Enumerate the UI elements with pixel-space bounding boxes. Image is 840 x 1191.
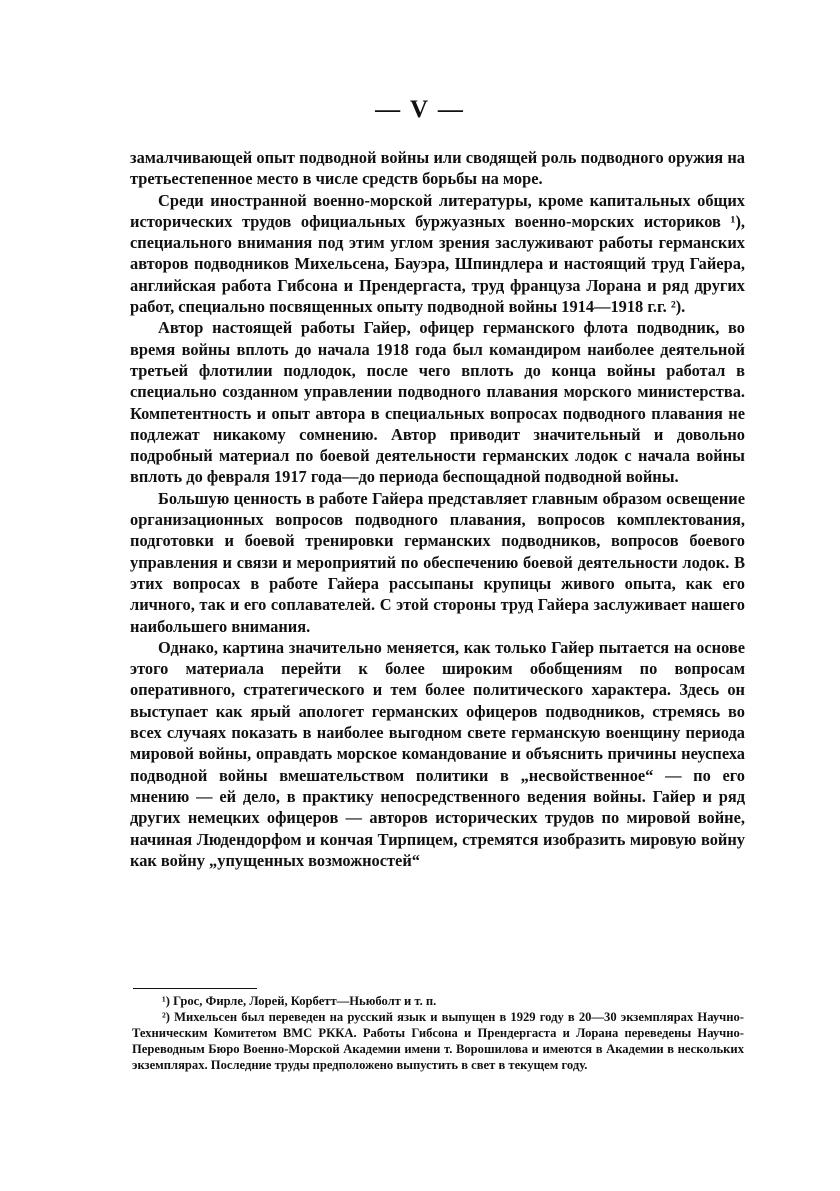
paragraph-2: Среди иностранной военно-морской литературы, кроме капитальных общих исторических трудов официальных буржуазных военно-морских историков ¹), специального внимания под этим углом зрения заслуживают работы германских авторов подводников Михельсена, Бауэра, Шпиндлера и настоящий труд Гайера, английская работа Гибсона и Прендергаста, труд француза Лорана и ряд других работ, специально посвященных опыту подводной войны 1914—1918 г.г. ²). [130,190,745,317]
paragraph-5: Однако, картина значительно меняется, как только Гайер пытается на основе этого материала перейти к более широким обобщениям по вопросам оперативного, стратегического и тем более политического характера. Здесь он выступает как ярый апологет германских офицеров подводников, стремясь во всех случаях показать в наиболее выгодном свете германскую военщину периода мировой войны, оправдать морское командование и объяснить причины неуспеха подводной войны вмешательством политики в „несвойственное“ — по его мнению — ей дело, в практику непосредственного ведения войны. Гайер и ряд других немецких офицеров — авторов исторических трудов по мировой войне, начиная Людендорфом и кончая Тирпицем, стремятся изобразить мировую войну как войну „упущенных возможностей“ [130,637,745,870]
footnotes [132,994,744,1074]
footnote-1: ¹) Грос, Фирле, Лорей, Корбетт—Ньюболт и т. п. [162,994,437,1008]
footnote-divider [133,988,257,989]
footnote-2: ²) Михельсен был переведен на русский язык и выпущен в 1929 году в 20—30 экземплярах Научно-Техническим Комитетом ВМС РККА. Работы Гибсона и Прендергаста и Лорана переведены Научно-Переводным Бюро Военно-Морской Академии имени т. Ворошилова и имеются в Академии в нескольких экземплярах. Последние труды предположено выпустить в свет в текущем году. [132,1009,744,1072]
paragraph-4: Большую ценность в работе Гайера представляет главным образом освещение организационных вопросов подводного плавания, вопросов комплектования, подготовки и боевой тренировки германских подводников, вопросов боевого управления и связи и мероприятий по обеспечению боевой деятельности лодок. В этих вопросах в работе Гайера рассыпаны крупицы живого опыта, как его личного, так и его соплавателей. С этой стороны труд Гайера заслуживает нашего наибольшего внимания. [130,488,745,636]
main-text [130,147,745,871]
paragraph-1: замалчивающей опыт подводной войны или сводящей роль подводного оружия на третьестепенное место в числе средств борьбы на море. [130,148,745,189]
page-number: — V — [375,96,465,123]
paragraph-3: Автор настоящей работы Гайер, офицер германского флота подводник, во время войны вплоть до начала 1918 года был командиром наиболее деятельной третьей флотилии подлодок, после чего вплоть до конца войны работал в специально созданном управлении подводного плавания морского министерства. Компетентность и опыт автора в специальных вопросах подводного плавания не подлежат никакому сомнению. Автор приводит значительный и довольно подробный материал по боевой деятельности германских лодок с начала войны вплоть до февраля 1917 года—до периода беспощадной подводной войны. [130,318,745,487]
